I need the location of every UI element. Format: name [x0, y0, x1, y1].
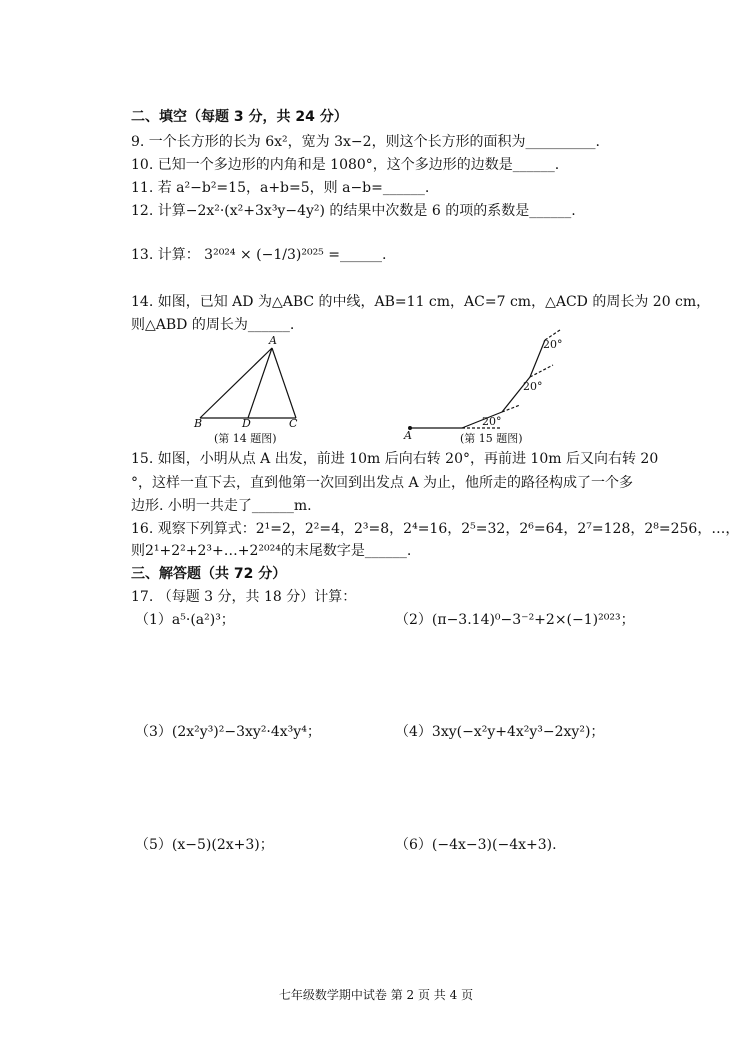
section3-title: 三、解答题（共 72 分）: [131, 566, 287, 582]
label-a: A: [269, 334, 277, 347]
fig15-path: [410, 330, 560, 428]
median-ad: [248, 348, 272, 418]
fig15-angle-2: 20°: [523, 380, 543, 393]
q17-part-5: （5）(x−5)(2x+3)；: [135, 837, 274, 853]
q17-part-6: （6）(−4x−3)(−4x+3).: [395, 837, 557, 853]
q17-part-4: （4）3xy(−x²y+4x²y³−2xy²)；: [395, 724, 605, 740]
question-9: 9. 一个长方形的长为 6x²，宽为 3x−2，则这个长方形的面积为__________.: [131, 134, 601, 150]
q17-part-1: （1）a⁵·(a²)³；: [135, 612, 235, 628]
question-17-head: 17. （每题 3 分，共 18 分）计算：: [131, 589, 357, 605]
section2-title: 二、填空（每题 3 分，共 24 分）: [131, 109, 348, 125]
fig15-label-a: A: [404, 429, 412, 442]
q17-part-3: （3）(2x²y³)²−3xy²·4x³y⁴；: [135, 724, 321, 740]
question-14-line1: 14. 如图，已知 AD 为△ABC 的中线，AB=11 cm，AC=7 cm，△ACD 的周长为 20 cm，: [131, 294, 711, 310]
label-c: C: [289, 417, 298, 430]
fig14-caption: (第 14 题图): [214, 432, 277, 445]
q17-part-2: （2）(π−3.14)⁰−3⁻²+2×(−1)²⁰²³；: [395, 612, 635, 628]
q13-suffix: =______.: [328, 247, 387, 263]
label-b: B: [194, 417, 203, 430]
label-d: D: [242, 417, 251, 430]
question-16-line1: 16. 观察下列算式：2¹=2，2²=4，2³=8，2⁴=16，2⁵=32，2⁶=64，2⁷=128，2⁸=256，…，: [131, 521, 740, 537]
fig15-angle-3: 20°: [482, 415, 502, 428]
question-15-line1: 15. 如图，小明从点 A 出发，前进 10m 后向右转 20°，再前进 10m 后又向右转 20: [131, 451, 659, 467]
question-14-line2: 则△ABD 的周长为______.: [131, 317, 295, 333]
fig15-caption: (第 15 题图): [460, 432, 523, 445]
question-15-line3: 边形. 小明一共走了______m.: [131, 498, 312, 514]
question-10: 10. 已知一个多边形的内角和是 1080°，这个多边形的边数是______.: [131, 157, 560, 173]
fig15-angle-1: 20°: [543, 338, 563, 351]
q13-prefix: 13. 计算：: [131, 247, 200, 263]
page-footer: 七年级数学期中试卷 第 2 页 共 4 页: [278, 988, 474, 1002]
question-16-line2: 则2¹+2²+2³+…+2²⁰²⁴的末尾数字是______.: [131, 543, 412, 559]
fig14-triangle: [200, 348, 296, 418]
question-11: 11. 若 a²−b²=15，a+b=5，则 a−b=______.: [131, 180, 430, 196]
question-15-line2: °，这样一直下去，直到他第一次回到出发点 A 为止，他所走的路径构成了一个多: [131, 475, 634, 491]
question-12: 12. 计算−2x²·(x²+3x³y−4y²) 的结果中次数是 6 的项的系数是______.: [131, 203, 576, 219]
q13-expression: 3²⁰²⁴ × (−1/3)²⁰²⁵: [204, 247, 324, 263]
